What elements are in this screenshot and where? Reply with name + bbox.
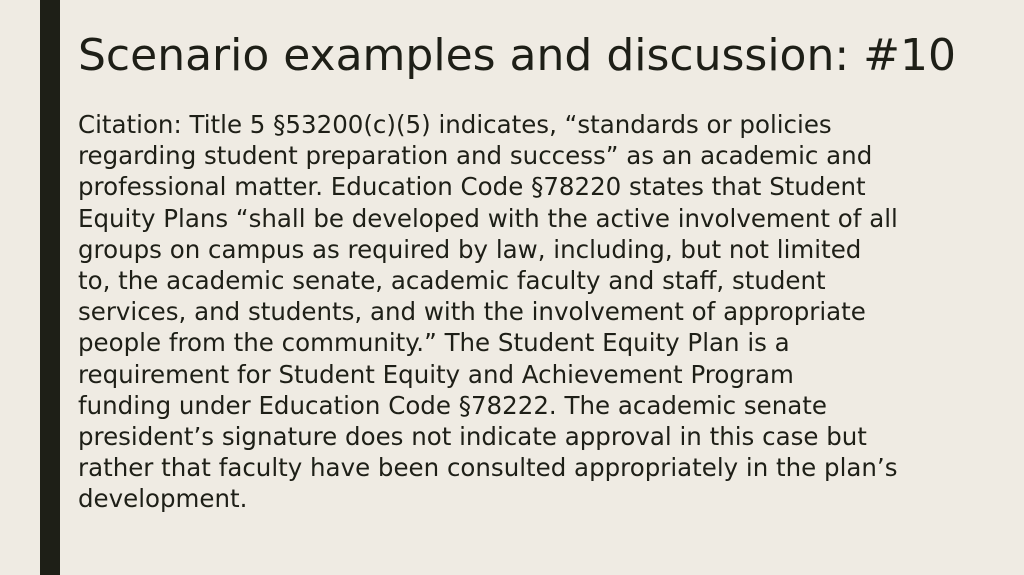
body-line: services, and students, and with the involvement of appropriate [78,297,866,327]
slide-body [78,109,978,515]
body-line: Equity Plans “shall be developed with the active involvement of all [78,203,898,233]
body-line: development. [78,484,248,514]
body-line: to, the academic senate, academic faculty and staff, student [78,266,826,296]
accent-bar [40,0,60,575]
body-line: president’s signature does not indicate approval in this case but [78,422,867,452]
body-line: requirement for Student Equity and Achievement Program [78,359,794,389]
body-line: people from the community.” The Student Equity Plan is a [78,328,790,358]
body-line: rather that faculty have been consulted appropriately in the plan’s [78,453,898,483]
body-line: Citation: Title 5 §53200(c)(5) indicates, “standards or policies [78,110,832,139]
body-line: professional matter. Education Code §78220 states that Student [78,172,866,202]
body-line: funding under Education Code §78222. The academic senate [78,390,827,420]
body-line: groups on campus as required by law, including, but not limited [78,234,862,264]
slide-title: Scenario examples and discussion: #10 [78,30,957,81]
body-line: regarding student preparation and success” as an academic and [78,141,873,171]
